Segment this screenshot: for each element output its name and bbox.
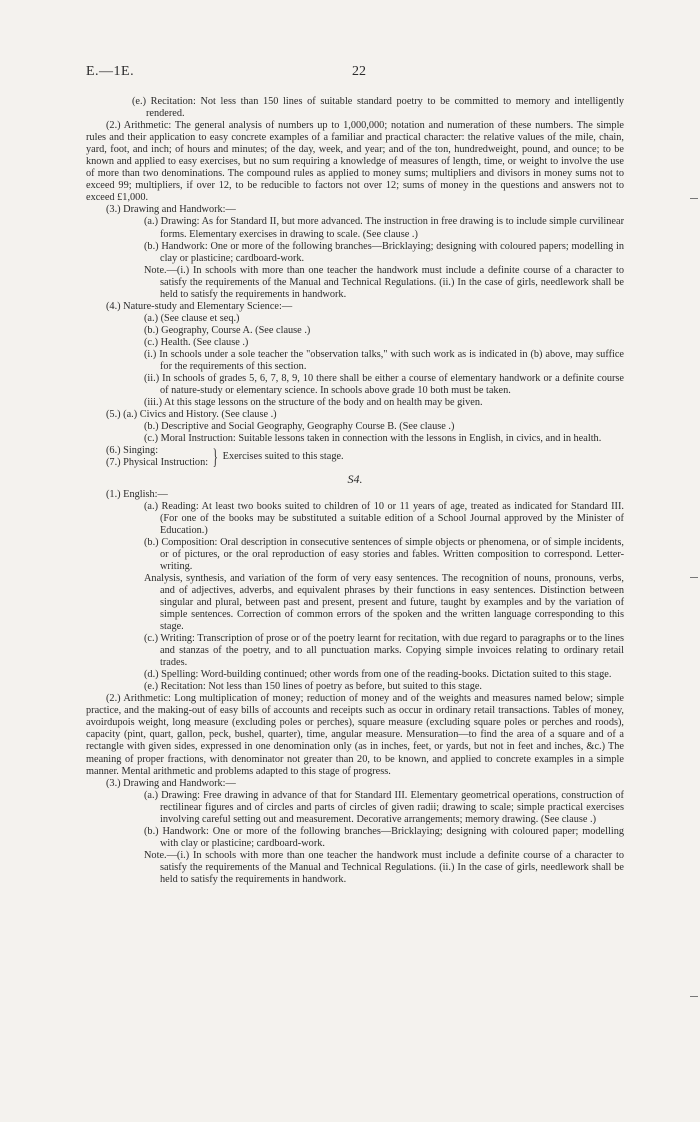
- paragraph: (iii.) At this stage lessons on the structure of the body and on health may be given.: [144, 397, 483, 409]
- paragraph: (b.) Geography, Course A. (See clause .): [144, 324, 311, 336]
- section-heading-s4: S4.: [347, 472, 363, 487]
- paragraph: Note.—(i.) In schools with more than one teacher the handwork must include a definite course of a character to satisfy the requirements of the Manual and Technical Regulations. (ii.) In the case of girls, needlework shall be held to satisfy the requirements in handwork.: [144, 849, 624, 885]
- paragraph: (b.) Composition: Oral description in consecutive sentences of simple objects or phenomena, or of simple incidents, or of pictures, or the oral reproduction of easy stories and fables. Written composition to correspond. Letter-writing.: [144, 536, 624, 572]
- paragraph: (a.) Reading: At least two books suited to children of 10 or 11 years of age, treated as indicated for Standard III. (For one of the books may be substituted a suitable edition of a School Journal approved by the Minister of Education.): [144, 500, 624, 536]
- paragraph: (b.) Descriptive and Social Geography, Geography Course B. (See clause .): [144, 421, 455, 433]
- paragraph: (a.) Drawing: Free drawing in advance of that for Standard III. Elementary geometrical operations, construction of rectilinear figures and of circles and parts of circles of given radii; drawing to scale; simple practical exercises involving careful setting out and measurement. Decorative arrangements; memory drawing. (See clause .): [144, 789, 624, 825]
- margin-mark: [690, 577, 698, 578]
- section-standard-3-continued: [86, 96, 624, 445]
- margin-mark: [690, 198, 698, 199]
- singing-physical-brace: [86, 445, 624, 469]
- paragraph: (c.) Moral Instruction: Suitable lessons taken in connection with the lessons in English, in civics, and in health.: [144, 433, 602, 445]
- document-body: [86, 96, 624, 886]
- paragraph: (4.) Nature-study and Elementary Science:—: [106, 300, 293, 312]
- paragraph: (a.) (See clause et seq.): [144, 312, 240, 324]
- paragraph: (2.) Arithmetic: Long multiplication of money; reduction of money and of the weights and measures named below; simple practice, and the making-out of easy bills of accounts and receipts such as occur in ordinary retail transactions. Tables of money, avoirdupois weight, long measure (excluding poles or perches), square measure (excluding square poles or perches and roods), capacity (pint, quart, gallon, peck, bushel, quarter), time, angular measure. Mensuration—to find the area of a square and of a rectangle with given sides, expressed in one denomination only (as in inches, feet, or yards, but not in feet and inches, &c.) The meaning of proper fractions, with denominator not greater than 20, to be known, and applied to concrete examples in a simple manner. Mental arithmetic and problems adapted to this stage of progress.: [86, 693, 624, 777]
- physical-instruction-label: (7.) Physical Instruction:: [106, 457, 209, 469]
- paragraph: Analysis, synthesis, and variation of the form of very easy sentences. The recognition of nouns, pronouns, verbs, and of adjectives, adverbs, and equivalent phrases by their functions in easy sentences. Distinction between singular and plural, between past and present, present and future, taught by examples and by the variation of simple sentences. Correction of common errors of the spoken and the written language corresponding to this stage.: [144, 572, 624, 633]
- paragraph: (ii.) In schools of grades 5, 6, 7, 8, 9, 10 there shall be either a course of elementary handwork or a definite course of nature-study or elementary science. In schools above grade 10 both must be taken.: [144, 373, 624, 397]
- paragraph: (i.) In schools under a sole teacher the "observation talks," with such work as is indicated in (b) above, may suffice for the requirements of this section.: [144, 348, 624, 373]
- page-number: 22: [352, 64, 366, 79]
- page-header: [86, 64, 632, 84]
- brace-text: Exercises suited to this stage.: [222, 451, 344, 463]
- paragraph: (b.) Handwork: One or more of the following branches—Bricklaying; designing with coloured papers; modelling in clay or plasticine; cardboard-work.: [144, 240, 624, 264]
- paragraph: (e.) Recitation: Not less than 150 lines of poetry as before, but suited to this stage.: [144, 681, 483, 693]
- document-reference: E.—1E.: [86, 64, 135, 79]
- paragraph: (c.) Health. (See clause .): [144, 336, 249, 348]
- paragraph: (d.) Spelling: Word-building continued; other words from one of the reading-books. Dictation suited to this stage.: [144, 669, 612, 681]
- paragraph: (c.) Writing: Transcription of prose or of the poetry learnt for recitation, with due regard to paragraphs or to the lines and stanzas of the poetry, and to all punctuation marks. Copying simple invoices relating to ordinary retail trades.: [144, 633, 624, 669]
- paragraph: Note.—(i.) In schools with more than one teacher the handwork must include a definite course of a character to satisfy the requirements of the Manual and Technical Regulations. (ii.) In the case of girls, needlework shall be held to satisfy the requirements in handwork.: [144, 264, 624, 300]
- paragraph: (5.) (a.) Civics and History. (See clause .): [106, 409, 277, 421]
- paragraph: (3.) Drawing and Handwork:—: [106, 204, 236, 216]
- paragraph: (3.) Drawing and Handwork:—: [106, 777, 236, 789]
- paragraph: (2.) Arithmetic: The general analysis of numbers up to 1,000,000; notation and numeration of these numbers. The simple rules and their application to easy concrete examples of a familiar and practical character: the relative values of the mile, chain, yard, foot, and inch; of hours and minutes; of the day, week, and year; and of the ton, hundredweight, pound, and ounce; to be known and applied to easy exercises, but no sum requiring a knowledge of measures of length, time, or weight to involve the use of more than two denominations. The compound rules as applied to money sums; multipliers and divisors in money sums not to exceed 99; multipliers, if over 12, to be reducible to factors not over 12; sums of money in the questions and answers not to exceed £1,000.: [86, 120, 624, 204]
- paragraph: (e.) Recitation: Not less than 150 lines of suitable standard poetry to be committed to memory and intelligently rendered.: [132, 96, 624, 120]
- singing-label: (6.) Singing:: [106, 445, 159, 457]
- margin-mark: [690, 996, 698, 997]
- paragraph: (a.) Drawing: As for Standard II, but more advanced. The instruction in free drawing is to include simple curvilinear forms. Elementary exercises in drawing to scale. (See clause .): [144, 216, 624, 240]
- paragraph: (1.) English:—: [106, 488, 168, 500]
- section-standard-4: [86, 489, 624, 887]
- paragraph: (b.) Handwork: One or more of the following branches—Bricklaying; designing with coloured paper; modelling with clay or plasticine; cardboard-work.: [144, 825, 624, 849]
- brace-glyph: }: [212, 444, 219, 470]
